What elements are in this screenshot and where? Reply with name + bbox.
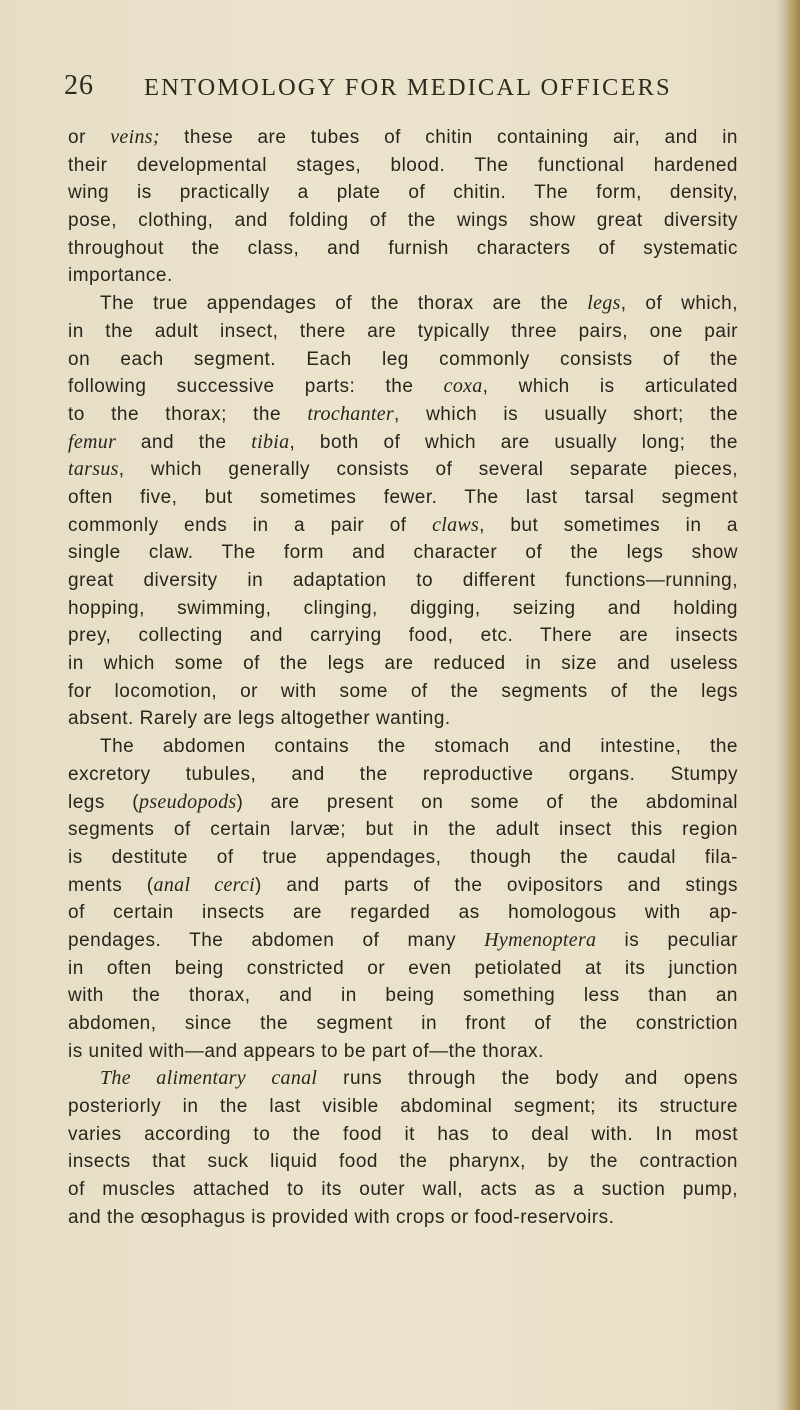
text-run: great diversity in adaptation to different functions—running, bbox=[68, 570, 738, 591]
text-run: wing is practically a plate of chitin. The form, density, bbox=[68, 182, 738, 204]
italic-term: femur bbox=[68, 430, 117, 453]
text-run: absent. Rarely are legs altogether wanting. bbox=[68, 708, 451, 730]
italic-term: tibia bbox=[251, 430, 290, 453]
text-run: for locomotion, or with some of the segments of the legs bbox=[68, 680, 738, 702]
text-line bbox=[68, 152, 738, 180]
text-run: commonly ends in a pair of bbox=[68, 514, 433, 536]
text-line bbox=[68, 789, 738, 817]
text-run: is peculiar bbox=[596, 929, 738, 951]
text-line bbox=[68, 290, 738, 318]
page-edge-shadow bbox=[776, 0, 786, 1410]
italic-term: claws bbox=[432, 513, 480, 536]
text-run: on each segment. Each leg commonly consists of the bbox=[68, 348, 738, 370]
text-run: their developmental stages, blood. The functional hardened bbox=[68, 154, 738, 176]
text-run: pendages. The abdomen of many bbox=[68, 929, 485, 951]
text-run: these are tubes of chitin containing air, and in bbox=[159, 127, 738, 148]
text-run: legs ( bbox=[68, 791, 140, 813]
text-line bbox=[68, 678, 738, 706]
text-run: runs through the body and opens bbox=[317, 1068, 738, 1090]
text-run: , both of which are usually long; the bbox=[289, 431, 738, 453]
body-text bbox=[68, 124, 738, 1232]
text-line bbox=[68, 1038, 738, 1066]
text-line bbox=[68, 429, 738, 457]
text-line bbox=[68, 484, 738, 512]
text-run: , which generally consists of several separate pieces, bbox=[118, 459, 738, 481]
italic-term: trochanter bbox=[307, 402, 395, 425]
text-line bbox=[68, 844, 738, 872]
text-run: in often being constricted or even petiolated at its junction bbox=[68, 957, 738, 979]
text-line bbox=[68, 401, 738, 429]
text-run: throughout the class, and furnish characters of systematic bbox=[68, 237, 738, 259]
text-run: in the adult insect, there are typically three pairs, one pair bbox=[68, 320, 738, 342]
text-run: single claw. The form and character of the legs show bbox=[68, 542, 738, 564]
text-line bbox=[68, 207, 738, 235]
text-line bbox=[68, 539, 738, 567]
text-run: importance. bbox=[68, 265, 173, 287]
text-line bbox=[68, 872, 738, 900]
text-run: prey, collecting and carrying food, etc. There are insects bbox=[68, 625, 738, 647]
italic-term: pseudopods bbox=[139, 790, 237, 813]
text-run: is destitute of true appendages, though the caudal fila- bbox=[68, 846, 738, 868]
text-line bbox=[68, 761, 738, 789]
text-run: , but sometimes in a bbox=[479, 514, 738, 536]
text-line bbox=[68, 1148, 738, 1176]
text-line bbox=[68, 373, 738, 401]
text-run: The true appendages of the thorax are the bbox=[100, 293, 588, 315]
text-line bbox=[68, 1065, 738, 1093]
italic-term: Hymenoptera bbox=[484, 928, 597, 951]
text-line bbox=[68, 595, 738, 623]
text-line bbox=[68, 512, 738, 540]
italic-term: legs bbox=[587, 292, 621, 315]
text-line bbox=[68, 1176, 738, 1204]
text-run: posteriorly in the last visible abdominal segment; its structure bbox=[68, 1096, 738, 1118]
text-run: often five, but sometimes fewer. The last tarsal segment bbox=[68, 486, 738, 508]
text-line bbox=[68, 1093, 738, 1121]
running-title: ENTOMOLOGY FOR MEDICAL OFFICERS bbox=[144, 74, 672, 101]
italic-term: coxa bbox=[443, 375, 483, 398]
text-run: ) and parts of the ovipositors and stings bbox=[255, 874, 738, 896]
italic-term: veins; bbox=[110, 126, 160, 148]
text-line bbox=[68, 456, 738, 484]
text-run: or bbox=[68, 127, 111, 148]
text-line bbox=[68, 346, 738, 374]
text-line bbox=[68, 982, 738, 1010]
text-line bbox=[68, 567, 738, 595]
text-line bbox=[68, 179, 738, 207]
text-run: of muscles attached to its outer wall, acts as a suction pump, bbox=[68, 1179, 738, 1201]
text-run: segments of certain larvæ; but in the adult insect this region bbox=[68, 819, 738, 841]
text-line bbox=[68, 235, 738, 263]
text-run: ) are present on some of the abdominal bbox=[236, 791, 738, 813]
text-run: , of which, bbox=[620, 293, 738, 315]
text-run: following successive parts: the bbox=[68, 376, 444, 398]
text-run: of certain insects are regarded as homologous with ap- bbox=[68, 902, 738, 924]
text-line bbox=[68, 650, 738, 678]
italic-term: tarsus bbox=[68, 458, 119, 481]
book-edge bbox=[786, 0, 800, 1410]
text-run: The abdomen contains the stomach and intestine, the bbox=[100, 736, 738, 758]
text-line bbox=[68, 622, 738, 650]
text-run: abdomen, since the segment in front of the constriction bbox=[68, 1013, 738, 1034]
running-head bbox=[64, 70, 744, 110]
text-run: and the œsophagus is provided with crops or food-reservoirs. bbox=[68, 1206, 615, 1228]
text-line bbox=[68, 1010, 738, 1038]
text-run: hopping, swimming, clinging, digging, seizing and holding bbox=[68, 597, 738, 619]
text-run: varies according to the food it has to deal with. In most bbox=[68, 1123, 738, 1145]
text-line bbox=[68, 318, 738, 346]
text-run: excretory tubules, and the reproductive organs. Stumpy bbox=[68, 763, 738, 785]
italic-term: The alimentary canal bbox=[100, 1067, 318, 1090]
text-run: to the thorax; the bbox=[68, 403, 308, 425]
text-line bbox=[68, 816, 738, 844]
text-run: in which some of the legs are reduced in size and useless bbox=[68, 653, 738, 675]
text-line bbox=[68, 927, 738, 955]
page-number: 26 bbox=[64, 70, 94, 101]
text-run: ments ( bbox=[68, 874, 154, 896]
text-line bbox=[68, 262, 738, 290]
text-run: is united with—and appears to be part of—the thorax. bbox=[68, 1040, 544, 1062]
text-line bbox=[68, 124, 738, 152]
text-line bbox=[68, 733, 738, 761]
text-line bbox=[68, 1121, 738, 1149]
text-run: pose, clothing, and folding of the wings show great diversity bbox=[68, 210, 738, 232]
text-run: and the bbox=[116, 431, 252, 453]
text-line bbox=[68, 955, 738, 983]
italic-term: anal cerci bbox=[153, 873, 256, 896]
text-line bbox=[68, 705, 738, 733]
text-run: , which is usually short; the bbox=[394, 403, 738, 425]
text-run: insects that suck liquid food the pharynx, by the contraction bbox=[68, 1151, 738, 1173]
text-run: , which is articulated bbox=[482, 376, 738, 398]
text-run: with the thorax, and in being something less than an bbox=[68, 985, 738, 1007]
text-line bbox=[68, 1204, 738, 1232]
text-line bbox=[68, 899, 738, 927]
